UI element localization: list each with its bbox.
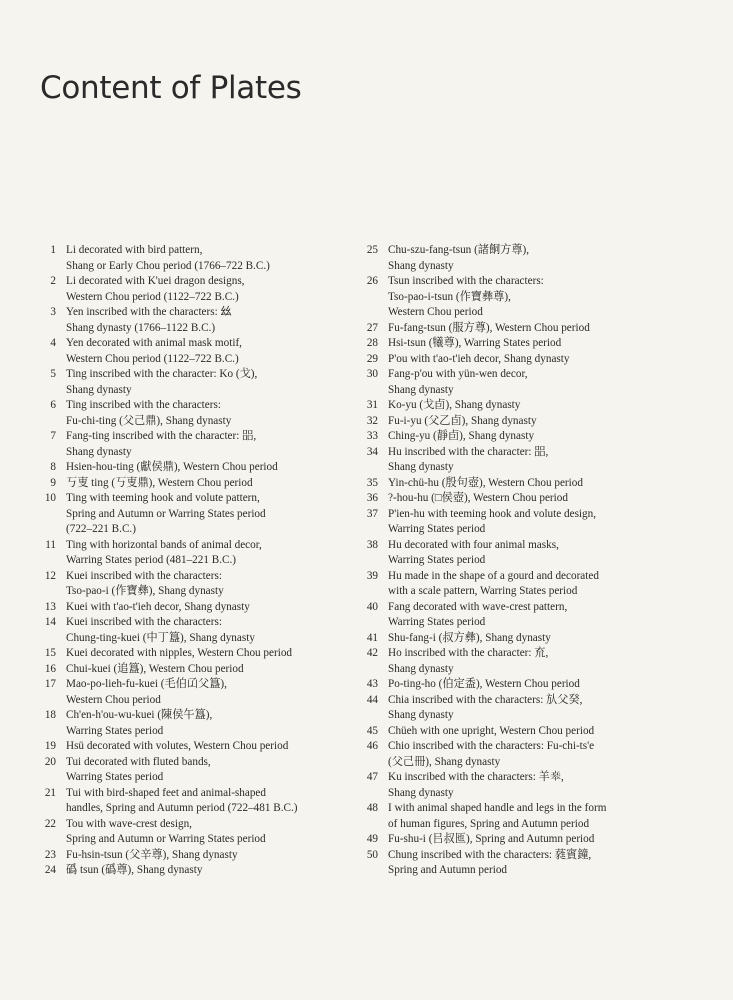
plate-description — [66, 677, 350, 708]
plate-description — [66, 863, 350, 879]
plate-entry — [352, 832, 692, 848]
plate-description-line: Fu-fang-tsun (服方尊), Western Chou period — [388, 321, 590, 334]
plate-description-line: Shang dynasty — [388, 709, 454, 721]
plate-description-line: Shang or Early Chou period (1766–722 B.C.) — [66, 259, 270, 272]
plate-number: 12 — [44, 569, 56, 582]
plate-entry — [30, 569, 350, 600]
plate-description-line: Ting inscribed with the character: Ko (戈), — [66, 368, 258, 380]
plate-description-line: I with animal shaped handle and legs in the form — [388, 802, 607, 814]
plate-entry — [30, 243, 350, 274]
plate-description-line: Li decorated with K'uei dragon designs, — [66, 275, 245, 287]
plate-description-line: Kuei with t'ao-t'ieh decor, Shang dynasty — [66, 600, 250, 613]
plate-description — [66, 739, 350, 755]
plate-description — [388, 693, 692, 724]
plate-entry — [30, 786, 350, 817]
plate-description-line: Tui with bird-shaped feet and animal-shaped — [66, 786, 266, 799]
plate-description-line: Shang dynasty (1766–1122 B.C.) — [66, 321, 216, 334]
plate-description — [388, 429, 692, 445]
plate-description-line: Hu made in the shape of a gourd and decorated — [388, 569, 599, 582]
plate-description-line: Spring and Autumn period — [388, 864, 508, 876]
plate-description — [66, 429, 350, 460]
plate-entry — [30, 755, 350, 786]
plate-entry — [30, 274, 350, 305]
plate-description-line: Spring and Autumn or Warring States period — [66, 833, 266, 845]
plate-description — [66, 848, 350, 864]
plate-description-line: Tso-pao-i-tsun (作寶彝尊), — [388, 290, 511, 303]
plate-number: 35 — [366, 476, 378, 489]
plate-entry — [30, 739, 350, 755]
plate-number: 6 — [50, 399, 56, 411]
plate-entry — [352, 631, 692, 647]
plate-description-line: Warring States period — [66, 724, 164, 737]
plate-number: 37 — [366, 507, 378, 520]
plate-entry — [352, 739, 692, 770]
plate-number: 18 — [44, 709, 56, 721]
plate-description — [388, 491, 692, 507]
plate-number: 28 — [366, 337, 378, 349]
plate-description — [66, 569, 350, 600]
plate-description — [388, 848, 692, 879]
plate-number: 31 — [366, 399, 378, 411]
plate-description — [66, 786, 350, 817]
plate-number: 34 — [366, 445, 378, 458]
plate-entry — [30, 600, 350, 616]
plate-entry — [352, 445, 692, 476]
plate-description-line: Tsun inscribed with the characters: — [388, 275, 544, 287]
plate-description-line: Ho inscribed with the character: 㐬, — [388, 647, 549, 659]
plate-description-line: Ting with teeming hook and volute pattern, — [66, 492, 260, 504]
plate-number: 48 — [366, 802, 378, 814]
plate-description-line: Western Chou period — [388, 306, 483, 318]
plate-description — [66, 398, 350, 429]
plate-description — [388, 445, 692, 476]
plate-description-line: Li decorated with bird pattern, — [66, 244, 203, 256]
plate-description-line: Ko-yu (戈卣), Shang dynasty — [388, 399, 521, 411]
plate-description — [388, 476, 692, 492]
plate-description-line: Hsien-hou-ting (獻侯鼎), Western Chou period — [66, 461, 278, 473]
plate-entry — [352, 646, 692, 677]
plate-number: 29 — [366, 352, 378, 365]
plate-description-line: Spring and Autumn or Warring States period — [66, 507, 266, 520]
plate-description — [66, 615, 350, 646]
plate-entry — [30, 460, 350, 476]
plate-entry — [352, 476, 692, 492]
plate-number: 24 — [44, 864, 56, 876]
plate-entry — [352, 243, 692, 274]
plate-number: 9 — [50, 476, 56, 489]
plate-description — [66, 460, 350, 476]
plate-description-line: P'ien-hu with teeming hook and volute design, — [388, 507, 597, 520]
plate-description-line: Shang dynasty — [388, 259, 454, 272]
plate-entry — [352, 352, 692, 368]
plate-number: 7 — [50, 430, 56, 442]
plate-number: 5 — [50, 368, 56, 380]
plate-description-line: Western Chou period (1122–722 B.C.) — [66, 290, 239, 303]
plate-description — [388, 600, 692, 631]
plate-description-line: Tou with wave-crest design, — [66, 817, 192, 830]
plate-description-line: Mao-po-lieh-fu-kuei (毛伯𠙶父簋), — [66, 678, 227, 690]
plate-description-line: 丂叓 ting (丂叓鼎), Western Chou period — [66, 476, 253, 489]
plate-entry — [352, 321, 692, 337]
plate-entry — [352, 693, 692, 724]
plate-number: 39 — [366, 569, 378, 582]
plate-number: 30 — [366, 368, 378, 380]
plate-entry — [30, 677, 350, 708]
plate-description-line: Shang dynasty — [388, 786, 454, 799]
plate-number: 26 — [366, 275, 378, 287]
plate-description — [66, 708, 350, 739]
plate-description — [66, 600, 350, 616]
plate-description — [66, 305, 350, 336]
plate-description-line: Ch'en-h'ou-wu-kuei (陳侯午簋), — [66, 709, 213, 721]
plate-entry — [30, 398, 350, 429]
plate-description-line: Chung-ting-kuei (中丁簋), Shang dynasty — [66, 631, 255, 644]
plate-description-line: Kuei decorated with nipples, Western Chou period — [66, 647, 293, 659]
plate-description — [388, 398, 692, 414]
plate-description-line: Western Chou period — [66, 693, 161, 706]
plate-description — [388, 414, 692, 430]
plate-entry — [30, 336, 350, 367]
plate-description — [66, 538, 350, 569]
plate-number: 17 — [44, 678, 56, 690]
plate-description-line: Ku inscribed with the characters: 羊𠦪, — [388, 771, 564, 783]
plate-description-line: Tso-pao-i (作寶彝), Shang dynasty — [66, 585, 224, 597]
plate-description-line: Chu-szu-fang-tsun (諸餇方尊), — [388, 244, 530, 256]
page-title: Content of Plates — [40, 70, 302, 106]
plate-number: 2 — [50, 275, 56, 287]
plate-entry — [352, 569, 692, 600]
plate-description — [388, 646, 692, 677]
plate-description-line: Shu-fang-i (叔方彝), Shang dynasty — [388, 631, 551, 644]
plates-column-left — [30, 243, 350, 879]
plate-description-line: Fu-i-yu (父乙卣), Shang dynasty — [388, 414, 537, 427]
plate-description-line: Warring States period (481–221 B.C.) — [66, 554, 236, 566]
plate-description — [388, 274, 692, 321]
plate-description-line: Warring States period — [66, 771, 164, 783]
plate-description — [388, 538, 692, 569]
plate-description — [66, 646, 350, 662]
plate-description-line: Tui decorated with fluted bands, — [66, 755, 211, 768]
plate-number: 3 — [50, 306, 56, 318]
plate-description — [66, 367, 350, 398]
plate-entry — [30, 708, 350, 739]
plate-description-line: Fang-p'ou with yün-wen decor, — [388, 368, 528, 380]
plate-number: 45 — [366, 724, 378, 737]
plate-description-line: Shang dynasty — [388, 383, 454, 396]
plate-description-line: Kuei inscribed with the characters: — [66, 616, 222, 628]
plate-description-line: Shang dynasty — [388, 461, 454, 473]
plate-description-line: Fu-shu-i (㠯叔匜), Spring and Autumn period — [388, 833, 595, 845]
plate-entry — [352, 274, 692, 321]
plate-number: 10 — [44, 492, 56, 504]
plate-description-line: Fang decorated with wave-crest pattern, — [388, 600, 568, 613]
plate-description-line: 䃣 tsun (䃣尊), Shang dynasty — [66, 864, 203, 876]
plate-description-line: Shang dynasty — [388, 662, 454, 675]
plate-description-line: Yen inscribed with the characters: 𢆶 — [66, 306, 232, 318]
plate-description-line: Chia inscribed with the characters: 㫃父癸, — [388, 693, 583, 706]
plate-number: 4 — [50, 337, 56, 349]
plate-description-line: Fu-hsin-tsun (父辛尊), Shang dynasty — [66, 848, 238, 861]
plate-description-line: Kuei inscribed with the characters: — [66, 569, 222, 582]
plate-description-line: Ching-yu (靜卣), Shang dynasty — [388, 430, 535, 442]
plate-description-line: Yen decorated with animal mask motif, — [66, 337, 242, 349]
plate-description-line: P'ou with t'ao-t'ieh decor, Shang dynasty — [388, 352, 570, 365]
plate-description — [388, 631, 692, 647]
plate-number: 16 — [44, 662, 56, 675]
plate-description — [388, 724, 692, 740]
plate-description-line: (父己冊), Shang dynasty — [388, 755, 501, 768]
plate-description-line: (722–221 B.C.) — [66, 523, 136, 535]
plate-number: 36 — [366, 492, 378, 504]
plate-entry — [30, 646, 350, 662]
plate-description — [388, 507, 692, 538]
plate-description-line: Chio inscribed with the characters: Fu-chi-ts'e — [388, 740, 595, 752]
plate-description-line: Fang-ting inscribed with the character: 㗊, — [66, 430, 257, 442]
plate-number: 19 — [44, 740, 56, 752]
plate-number: 44 — [366, 693, 378, 706]
plate-entry — [30, 538, 350, 569]
plate-description-line: Hu decorated with four animal masks, — [388, 538, 559, 551]
plate-description-line: Chüeh with one upright, Western Chou period — [388, 724, 595, 737]
plate-entry — [30, 848, 350, 864]
plate-number: 25 — [366, 244, 378, 256]
plate-entry — [30, 863, 350, 879]
plate-number: 50 — [366, 848, 378, 861]
plate-entry — [30, 491, 350, 538]
plate-description-line: Yin-chü-hu (殷句壺), Western Chou period — [388, 476, 583, 489]
plate-number: 8 — [50, 461, 56, 473]
plate-number: 42 — [366, 647, 378, 659]
plate-description-line: Hsü decorated with volutes, Western Chou period — [66, 740, 289, 752]
plate-number: 21 — [44, 786, 56, 799]
plate-description-line: Po-ting-ho (伯定盉), Western Chou period — [388, 678, 580, 690]
plate-description-line: Ting inscribed with the characters: — [66, 399, 221, 411]
plate-description-line: Western Chou period (1122–722 B.C.) — [66, 352, 239, 365]
plate-entry — [30, 662, 350, 678]
plate-number: 41 — [366, 631, 378, 644]
plate-entry — [352, 770, 692, 801]
plate-entry — [352, 801, 692, 832]
plate-description-line: Warring States period — [388, 523, 486, 535]
plate-description-line: Shang dynasty — [66, 383, 132, 396]
plate-description-line: ?-hou-hu (□侯壺), Western Chou period — [388, 492, 568, 504]
plate-description-line: Chui-kuei (追簋), Western Chou period — [66, 662, 244, 675]
plate-description — [388, 677, 692, 693]
plate-entry — [352, 414, 692, 430]
plate-description-line: Fu-chi-ting (父己鼎), Shang dynasty — [66, 414, 232, 427]
plate-description — [388, 367, 692, 398]
plate-description-line: Hsi-tsun (犧尊), Warring States period — [388, 337, 562, 349]
plate-description — [388, 801, 692, 832]
plate-number: 11 — [45, 538, 56, 551]
plate-entry — [30, 429, 350, 460]
plate-number: 33 — [366, 430, 378, 442]
plate-number: 20 — [44, 755, 56, 768]
plate-entry — [352, 491, 692, 507]
plate-number: 47 — [366, 771, 378, 783]
plate-description — [66, 274, 350, 305]
plate-entry — [30, 476, 350, 492]
plate-description — [66, 336, 350, 367]
plate-description — [66, 243, 350, 274]
plate-description — [388, 832, 692, 848]
plate-entry — [352, 724, 692, 740]
plate-entry — [352, 538, 692, 569]
plate-description-line: handles, Spring and Autumn period (722–481 B.C.) — [66, 802, 298, 814]
plate-entry — [352, 367, 692, 398]
plate-entry — [352, 677, 692, 693]
plate-entry — [30, 367, 350, 398]
plate-description — [66, 662, 350, 678]
plate-entry — [352, 336, 692, 352]
plates-column-right — [352, 243, 692, 879]
plate-number: 32 — [366, 414, 378, 427]
plate-number: 46 — [366, 740, 378, 752]
plate-description — [66, 817, 350, 848]
plate-number: 49 — [366, 833, 378, 845]
plate-description — [388, 739, 692, 770]
plate-description-line: Ting with horizontal bands of animal decor, — [66, 538, 262, 551]
plate-description — [388, 336, 692, 352]
plate-number: 1 — [50, 244, 56, 256]
plate-entry — [30, 615, 350, 646]
plate-description — [66, 476, 350, 492]
plate-number: 22 — [44, 817, 56, 830]
plate-description-line: Chung inscribed with the characters: 蕤賓鐘, — [388, 848, 592, 861]
plate-entry — [30, 305, 350, 336]
plate-number: 27 — [366, 321, 378, 334]
plate-description — [388, 243, 692, 274]
plate-description-line: Shang dynasty — [66, 445, 132, 458]
plate-number: 43 — [366, 678, 378, 690]
plate-number: 14 — [44, 616, 56, 628]
plate-description — [388, 770, 692, 801]
plate-description-line: Warring States period — [388, 616, 486, 628]
plate-entry — [352, 848, 692, 879]
plate-number: 15 — [44, 647, 56, 659]
plate-number: 13 — [44, 600, 56, 613]
plate-entry — [352, 600, 692, 631]
plate-entry — [352, 398, 692, 414]
plate-number: 38 — [366, 538, 378, 551]
plate-entry — [352, 507, 692, 538]
plate-description — [388, 352, 692, 368]
plate-number: 40 — [366, 600, 378, 613]
plate-description-line: of human figures, Spring and Autumn period — [388, 817, 590, 830]
plate-number: 23 — [44, 848, 56, 861]
plate-description-line: Warring States period — [388, 554, 486, 566]
plate-description-line: Hu inscribed with the character: 㗊, — [388, 445, 549, 458]
plate-description — [388, 569, 692, 600]
plate-description — [388, 321, 692, 337]
plate-description — [66, 491, 350, 538]
plate-entry — [30, 817, 350, 848]
plate-description — [66, 755, 350, 786]
plate-description-line: with a scale pattern, Warring States period — [388, 585, 578, 597]
plate-entry — [352, 429, 692, 445]
